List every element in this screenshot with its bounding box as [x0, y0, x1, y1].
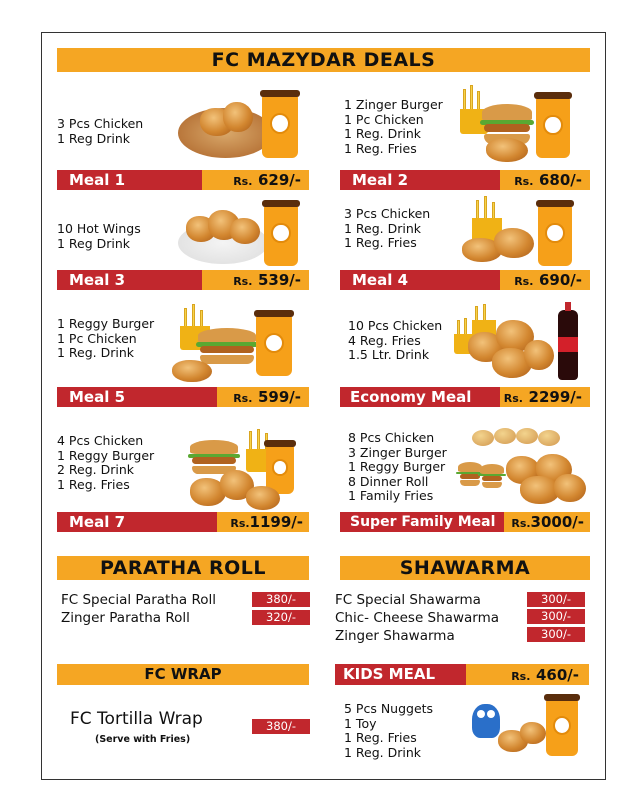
fc-wrap-item-name: FC Tortilla Wrap — [70, 709, 203, 729]
paratha-roll-list — [61, 591, 216, 627]
super-family-meal-price: Rs.3000/- — [504, 512, 590, 532]
meal-2-bar — [340, 170, 590, 190]
meal-2-name: Meal 2 — [340, 170, 500, 190]
meal-7-image — [186, 430, 310, 512]
meal-1-items: 3 Pcs Chicken 1 Reg Drink — [57, 116, 144, 146]
shawarma-list — [335, 591, 499, 645]
shawarma-price: 300/- — [527, 609, 585, 624]
paratha-roll-price: 380/- — [252, 592, 310, 607]
paratha-roll-price: 320/- — [252, 610, 310, 625]
super-family-meal-name: Super Family Meal — [340, 512, 504, 532]
economy-meal-bar — [340, 387, 590, 407]
super-family-meal-items: 8 Pcs Chicken 3 Zinger Burger 1 Reggy Burger 8 Dinner Roll 1 Family Fries — [348, 430, 447, 503]
meal-3-image — [178, 198, 308, 268]
meal-3-bar — [57, 270, 309, 290]
meal-4-items: 3 Pcs Chicken 1 Reg. Drink 1 Reg. Fries — [344, 206, 431, 250]
kids-meal-title: KIDS MEAL — [335, 664, 466, 685]
paratha-roll-item-name: Zinger Paratha Roll — [61, 610, 190, 626]
meal-2-image — [458, 88, 578, 164]
paratha-roll-title: PARATHA ROLL — [57, 556, 309, 580]
super-family-meal-image — [456, 424, 590, 510]
meal-1-name: Meal 1 — [57, 170, 202, 190]
shawarma-item-name: Zinger Shawarma — [335, 628, 455, 644]
shawarma-price: 300/- — [527, 627, 585, 642]
kids-meal-image — [468, 692, 584, 760]
meal-1-bar — [57, 170, 309, 190]
meal-7-items: 4 Pcs Chicken 1 Reggy Burger 2 Reg. Drink 1 Reg. Fries — [57, 433, 155, 492]
meal-4-bar — [340, 270, 590, 290]
shawarma-price: 300/- — [527, 592, 585, 607]
meal-5-name: Meal 5 — [57, 387, 217, 407]
meal-7-name: Meal 7 — [57, 512, 217, 532]
economy-meal-items: 10 Pcs Chicken 4 Reg. Fries 1.5 Ltr. Drink — [348, 318, 443, 362]
super-family-meal-bar — [340, 512, 590, 532]
meal-3-price: Rs. 539/- — [202, 270, 309, 290]
meal-3-items: 10 Hot Wings 1 Reg Drink — [57, 221, 141, 251]
meal-1-price: Rs. 629/- — [202, 170, 309, 190]
meal-4-price: Rs. 690/- — [500, 270, 590, 290]
economy-meal-image — [452, 300, 582, 384]
fc-wrap-note: (Serve with Fries) — [95, 734, 191, 745]
meal-5-price: Rs. 599/- — [217, 387, 309, 407]
meal-7-price: Rs.1199/- — [217, 512, 309, 532]
meal-5-bar — [57, 387, 309, 407]
fc-wrap-price: 380/- — [252, 719, 310, 734]
meal-2-price: Rs. 680/- — [500, 170, 590, 190]
economy-meal-name: Economy Meal — [340, 387, 500, 407]
meal-5-items: 1 Reggy Burger 1 Pc Chicken 1 Reg. Drink — [57, 316, 155, 360]
meal-4-image — [458, 198, 582, 268]
meal-4-name: Meal 4 — [340, 270, 500, 290]
meal-7-bar — [57, 512, 309, 532]
kids-meal-price: Rs. 460/- — [466, 664, 589, 685]
meal-1-image — [178, 88, 308, 160]
shawarma-item-name: Chic- Cheese Shawarma — [335, 610, 499, 626]
fc-wrap-title: FC WRAP — [57, 664, 309, 685]
kids-meal-items: 5 Pcs Nuggets 1 Toy 1 Reg. Fries 1 Reg. Drink — [344, 701, 434, 760]
meal-5-image — [172, 306, 306, 384]
toy-icon — [472, 704, 500, 738]
meal-2-items: 1 Zinger Burger 1 Pc Chicken 1 Reg. Drink 1 Reg. Fries — [344, 97, 443, 156]
shawarma-item-name: FC Special Shawarma — [335, 592, 481, 608]
shawarma-title: SHAWARMA — [340, 556, 590, 580]
kids-meal-bar — [335, 664, 589, 685]
paratha-roll-item-name: FC Special Paratha Roll — [61, 592, 216, 608]
economy-meal-price: Rs. 2299/- — [500, 387, 590, 407]
page-title: FC MAZYDAR DEALS — [57, 48, 590, 72]
meal-3-name: Meal 3 — [57, 270, 202, 290]
